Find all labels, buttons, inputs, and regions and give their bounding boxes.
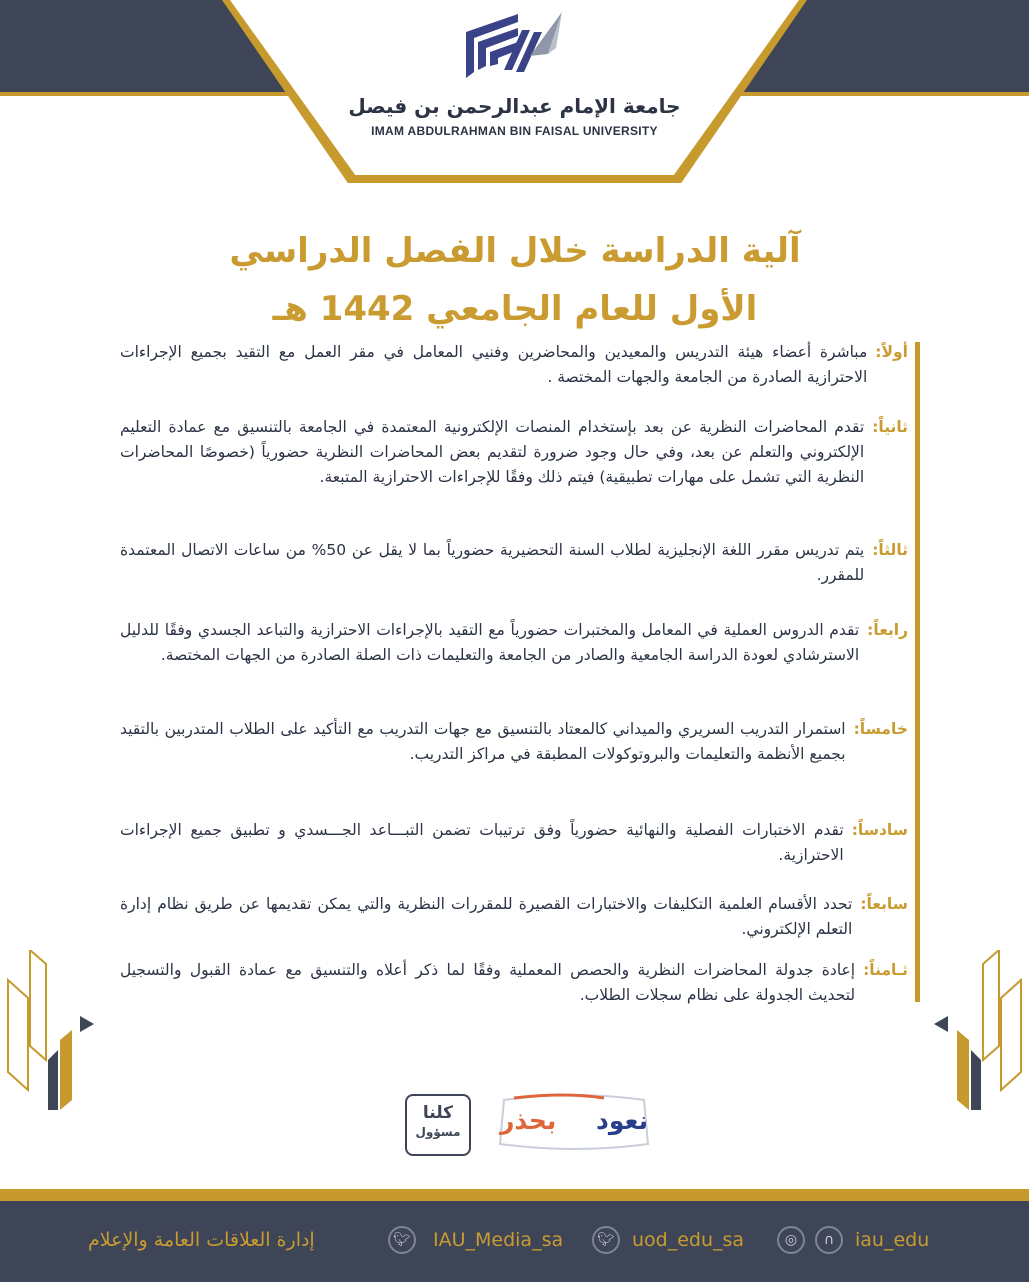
list-item xyxy=(120,340,908,390)
list-item xyxy=(120,538,908,588)
right-decoration xyxy=(934,950,1029,1110)
item-label: أولاً: xyxy=(875,343,908,361)
list-item xyxy=(120,415,908,490)
item-label: سادساً: xyxy=(851,821,908,839)
page-title xyxy=(120,222,910,338)
footer-handle-3[interactable]: iau_edu xyxy=(855,1229,930,1251)
item-text: تحدد الأقسام العلمية التكليفات والاختبارات القصيرة للمقررات النظرية والتي يمكن تقديمها عن طريق نظام إدارة التعلم الإلكتروني. xyxy=(120,895,853,938)
item-label: رابعاً: xyxy=(867,621,908,639)
university-name-english: IMAM ABDULRAHMAN BIN FAISAL UNIVERSITY xyxy=(371,124,658,138)
footer-handle-1[interactable]: IAU_Media_sa xyxy=(433,1229,564,1251)
footer-dept: إدارة العلاقات العامة والإعلام xyxy=(88,1229,315,1251)
item-text: تقدم الاختبارات الفصلية والنهائية حضورياً وفق ترتيبات تضمن التبـــاعد الجـــسدي و تطبيق جميع الإجراءات الاحترازية. xyxy=(120,821,844,864)
twitter-icon[interactable]: 🐦︎ xyxy=(592,1226,620,1254)
university-name-arabic: جامعة الإمام عبدالرحمن بن فيصل xyxy=(348,94,681,118)
kulna-masool-badge xyxy=(405,1094,471,1156)
footer-row xyxy=(0,1226,1029,1258)
item-label: ثـامناً: xyxy=(863,961,908,979)
item-label: خامساً: xyxy=(853,720,908,738)
item-text: تقدم المحاضرات النظرية عن بعد بإستخدام المنصات الإلكترونية المعتمدة في الجامعة بالتنسيق مع عمادة التعليم الإلكتروني والتعلم عن بعد، وفي حال وجود ضرورة لتقديم بعض المحاضرات النظرية حضورياً (خصوصًا المحاضرات النظرية التي تشمل على مهارات تطبيقية) فيتم ذلك وفقًا للإجراءات الاحترازية المتبعة. xyxy=(120,418,865,486)
list-item xyxy=(120,818,908,868)
item-label: سابعاً: xyxy=(860,895,908,913)
list-item xyxy=(120,892,908,942)
item-label: ثالثاً: xyxy=(872,541,908,559)
item-text: استمرار التدريب السريري والميداني كالمعتاد بالتنسيق مع جهات التدريب مع التأكيد على الطلاب المتدربين بالتقيد بجميع الأنظمة والتعليمات والبروتوكولات المطبقة في مراكز التدريب. xyxy=(120,720,846,763)
badge-line-2: مسؤول xyxy=(415,1125,461,1139)
instagram-icon[interactable]: ◎ xyxy=(777,1226,805,1254)
title-line-2: الأول للعام الجامعي 1442 هـ xyxy=(272,289,758,329)
item-text: إعادة جدولة المحاضرات النظرية والحصص المعملية وفقًا لما ذكر أعلاه والتنسيق مع عمادة القبول والتسجيل لتحديث الجدولة على نظام سجلات الطلاب. xyxy=(120,961,856,1004)
item-label: ثانياً: xyxy=(872,418,908,436)
list-item xyxy=(120,717,908,767)
badge-word-2: بحذر xyxy=(500,1106,557,1135)
footer-handle-2[interactable]: uod_edu_sa xyxy=(632,1229,745,1251)
title-line-1: آلية الدراسة خلال الفصل الدراسي xyxy=(229,231,801,271)
naood-bihathar-badge xyxy=(494,1092,654,1154)
badge-line-1: كلنا xyxy=(422,1103,454,1123)
list-item xyxy=(120,618,908,668)
twitter-icon[interactable]: 🐦︎ xyxy=(388,1226,416,1254)
footer-gold-band xyxy=(0,1189,1029,1201)
badge-word-1: نعود xyxy=(595,1106,648,1135)
snapchat-icon[interactable]: ∩ xyxy=(815,1226,843,1254)
list-item xyxy=(120,958,908,1008)
item-text: يتم تدريس مقرر اللغة الإنجليزية لطلاب السنة التحضيرية حضورياً بما لا يقل عن 50% من ساعات الاتصال المعتمدة للمقرر. xyxy=(120,541,865,584)
university-logo xyxy=(458,8,570,92)
item-text: مباشرة أعضاء هيئة التدريس والمعيدين والمحاضرين وفنيي المعامل في مقر العمل مع التقيد بجميع الإجراءات الاحترازية الصادرة من الجامعة والجهات المختصة . xyxy=(120,343,868,386)
item-text: تقدم الدروس العملية في المعامل والمختبرات حضورياً مع التقيد بالإجراءات الاحترازية والتباعد الجسدي وفقًا للدليل الاسترشادي لعودة الدراسة الجامعية والصادر من الجامعة والتعليمات ذات الصلة الصادرة من الجهات المختصة. xyxy=(120,621,860,664)
left-decoration xyxy=(0,950,95,1110)
gold-divider xyxy=(915,342,920,1002)
